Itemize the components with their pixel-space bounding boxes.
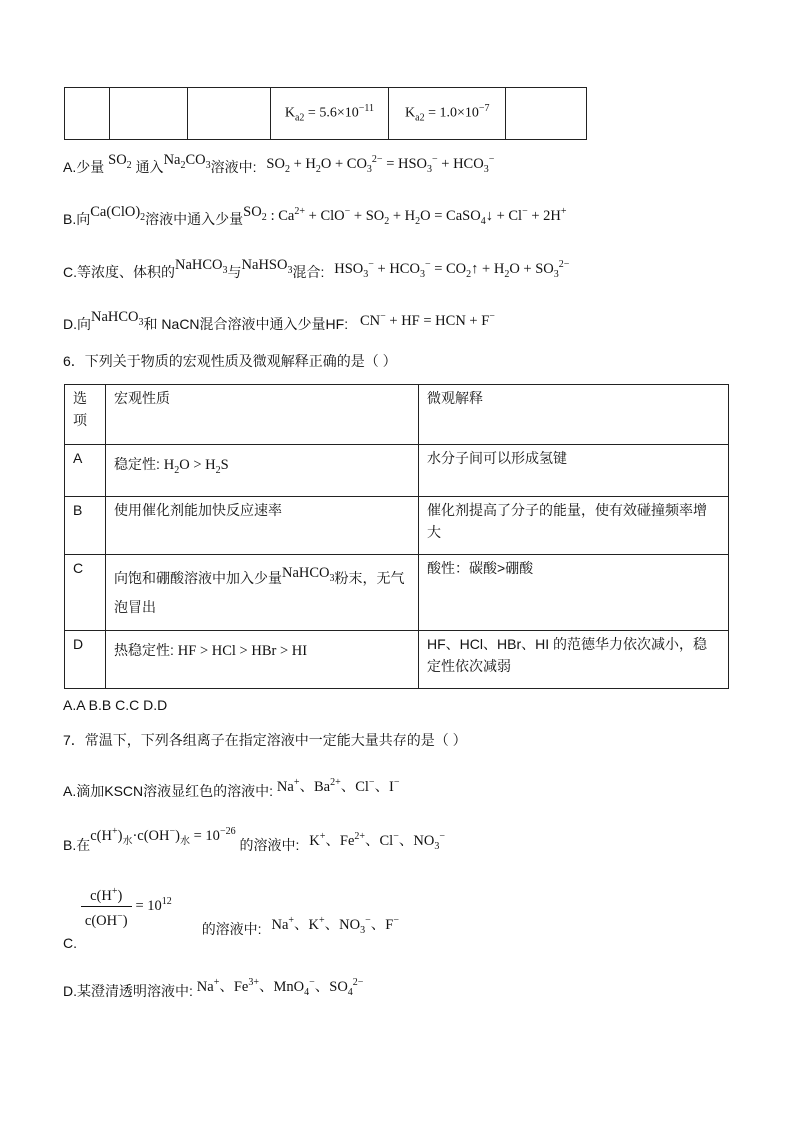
q7-option-a: A.滴加KSCN溶液显红色的溶液中: Na+、$Ba^{2+}$、Cl−、I− (63, 777, 400, 799)
option-cell: D (65, 631, 106, 689)
micro-cell: 催化剂提高了分子的能量，使有效碰撞频率增大 (419, 497, 729, 555)
ka2-sulfurous-cell: $K_{a2} = 1.0\times 10^{-7}$ (389, 88, 506, 140)
table-cell (109, 88, 187, 140)
q5-option-a: A.少量 $SO_2$ 通入$Na_2CO_3$溶液中: $SO_2 + H_2O + CO_3^{2-} = HSO_3^- + HCO_3^-$ (63, 151, 495, 175)
macro-cell: 热稳定性: HF > HCl > HBr > HI (106, 631, 419, 689)
q7-title: 7．常温下，下列各组离子在指定溶液中一定能大量共存的是（ ） (63, 732, 467, 748)
table-row (65, 445, 729, 497)
q6-title: 6．下列关于物质的宏观性质及微观解释正确的是（ ） (63, 353, 397, 369)
col-header-option: 选 项 (65, 385, 106, 445)
option-cell: C (65, 555, 106, 631)
ratio-fraction: $\frac{c(H^+)}{c(OH^-)}$ (81, 882, 132, 931)
acid-constant-table (64, 87, 587, 140)
micro-cell: HF、HCl、HBr、HI 的范德华力依次减小，稳定性依次减弱 (419, 631, 729, 689)
q5-option-b: B.向$Ca(ClO)_2$溶液中通入少量$SO_2$ : $Ca^{2+} + ClO^- + SO_2 + H_2O$ = CaSO$_4$↓ + Cl− + 2H+ (63, 203, 567, 227)
micro-cell: 水分子间可以形成氢键 (419, 445, 729, 497)
option-cell: B (65, 497, 106, 555)
option-cell: A (65, 445, 106, 497)
table-row (65, 631, 729, 689)
macro-cell: 稳定性: $H_2O > H_2S$ (106, 445, 419, 497)
table-row (65, 555, 729, 631)
table-cell (187, 88, 270, 140)
q7-option-d: D.某澄清透明溶液中: Na+、$Fe^{3+}$、MnO$_4$−、$SO_4^{2-}$ (63, 977, 364, 999)
table-cell (65, 88, 110, 140)
q5-option-c: C.等浓度、体积的NaHCO$_3$与NaHSO$_3$混合: $HSO_3^- + HCO_3^-$ = $CO_2↑ + H_2O + SO_3^{2-}$ (63, 256, 570, 280)
micro-cell: 酸性：碳酸>硼酸 (419, 555, 729, 631)
macro-cell: 使用催化剂能加快反应速率 (106, 497, 419, 555)
macro-cell: 向饱和硼酸溶液中加入少量NaHCO$_3$粉末，无气泡冒出 (106, 555, 419, 631)
q7-option-b: B.在$c(H^+)_水\cdot c(OH^-)_水 = 10^{-26}$ 的溶液中: K+、$Fe^{2+}$、Cl−、$NO_3^-$ (63, 826, 445, 853)
table-row (65, 497, 729, 555)
table-cell (506, 88, 587, 140)
ka2-carbonic-cell: $K_{a2} = 5.6\times 10^{-11}$ (270, 88, 389, 140)
col-header-macro: 宏观性质 (106, 385, 419, 445)
q7-option-c: C. $\frac{c(H^+)}{c(OH^-)}$ = $10^{12}$ 的溶液中: Na+、K+、$NO_3^-$、F− (63, 882, 399, 931)
q6-answer-choices: A.A B.B C.C D.D (63, 697, 168, 713)
q5-option-d: D.向NaHCO$_3$和 NaCN混合溶液中通入少量HF: CN− + HF = HCN + F− (63, 308, 495, 332)
q6-table (64, 384, 729, 689)
col-header-micro: 微观解释 (419, 385, 729, 445)
